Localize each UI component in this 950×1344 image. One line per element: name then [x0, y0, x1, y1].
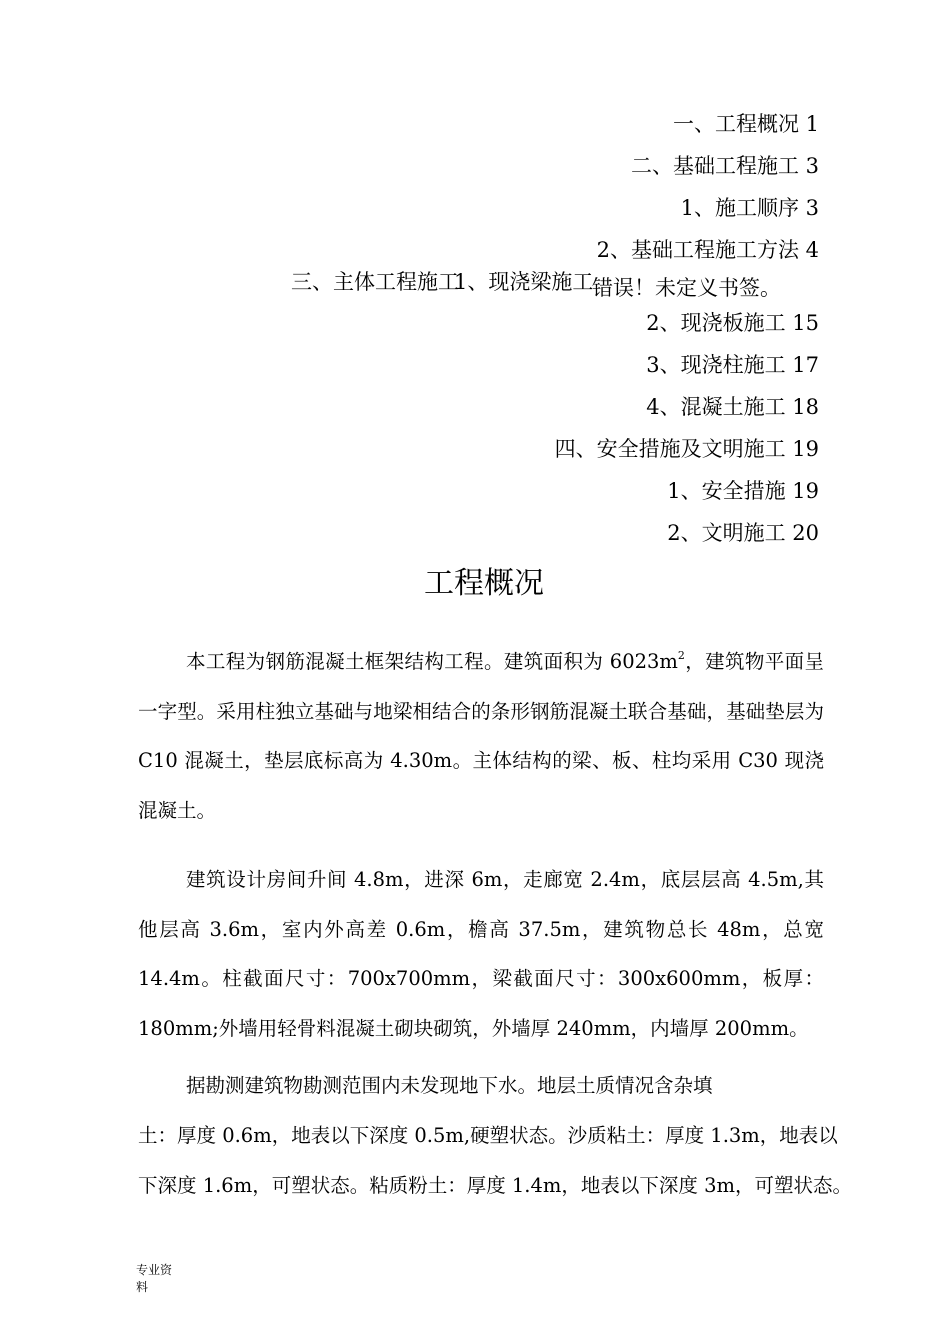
toc-entry[interactable]: 3、现浇柱施工 17 [646, 353, 819, 377]
footer-text: 料 [136, 1280, 149, 1294]
toc-entry[interactable]: 二、基础工程施工 3 [630, 154, 819, 178]
paragraph-geology-line: 据勘测建筑物勘测范围内未发现地下水。地层土质情况含杂填 [186, 1074, 713, 1097]
toc-error-bookmark: 错误！未定义书签。 [592, 276, 781, 300]
toc-entry[interactable]: 2、文明施工 20 [667, 521, 819, 545]
toc-entry[interactable]: 2、现浇板施工 15 [646, 311, 819, 335]
superscript: 2 [677, 649, 685, 662]
page-footer [136, 1262, 196, 1296]
toc-entry-main-structure[interactable]: 三、主体工程施工 [291, 270, 459, 294]
toc-entry[interactable]: 2、基础工程施工方法 4 [596, 238, 819, 262]
toc-entry[interactable]: 1、安全措施 19 [667, 479, 819, 503]
footer-text: 专业资 [136, 1263, 173, 1277]
toc-entry[interactable]: 四、安全措施及文明施工 19 [554, 437, 819, 461]
paragraph-dimensions: 建筑设计房间升间 4.8m，进深 6m，走廊宽 2.4m，底层层高 4.5m,其他层高 3.6m，室内外高差 0.6m，檐高 37.5m，建筑物总长 48m，总宽 14.4m。柱截面尺寸：700x700mm，梁截面尺寸：300x600mm，板厚：180mm;外墙用轻骨料混凝土砌块砌筑，外墙厚 240mm，内墙厚 200mm。 [138, 868, 824, 1040]
toc-entry[interactable]: 一、工程概况 1 [672, 112, 819, 136]
paragraph-overview [138, 637, 824, 835]
section-heading: 工程概况 [424, 566, 544, 601]
toc-entry[interactable]: 1、施工顺序 3 [680, 196, 819, 220]
paragraph-geology-line: 下深度 1.6m，可塑状态。粘质粉土：厚度 1.4m，地表以下深度 3m，可塑状态。 [138, 1174, 852, 1197]
paragraph-geology-line: 土：厚度 0.6m，地表以下深度 0.5m,硬塑状态。沙质粘土：厚度 1.3m，地表以 [138, 1124, 838, 1147]
toc-entry[interactable]: 4、混凝土施工 18 [646, 395, 819, 419]
toc-entry-beam-construction[interactable]: 1、现浇梁施工 [454, 270, 594, 294]
paragraph-text: ，建筑物平面呈一字型。采用柱独立基础与地梁相结合的条形钢筋混凝土联合基础，基础垫层为 C10 混凝土，垫层底标高为 4.30m。主体结构的梁、板、柱均采用 C30 现浇混凝土。 [138, 650, 824, 822]
paragraph-text: 本工程为钢筋混凝土框架结构工程。建筑面积为 6023m [186, 650, 678, 673]
